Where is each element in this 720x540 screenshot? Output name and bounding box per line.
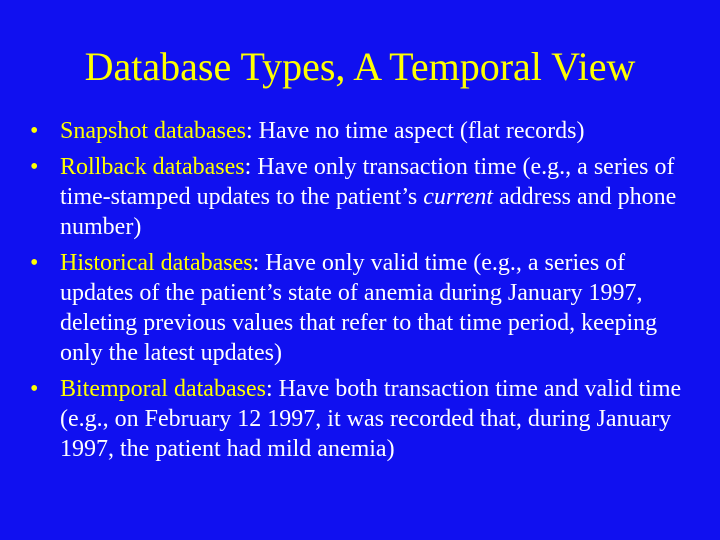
bullet-term: Bitemporal databases <box>60 376 266 402</box>
bullet-description-end: address and phone number) <box>60 184 677 240</box>
bullet-description: : Have only valid time (e.g., a series of updates of the patient’s state of anemia during January 1997, deleting previous values that refer to that time period, keeping only the latest updates) <box>60 250 658 366</box>
bullet-dot-icon: • <box>30 250 39 276</box>
bullet-list <box>30 116 700 470</box>
bullet-bitemporal <box>30 374 700 464</box>
bullet-emphasis: current <box>423 184 494 210</box>
bullet-description: : Have no time aspect (flat records) <box>245 118 585 144</box>
slide-title: Database Types, A Temporal View <box>84 44 636 89</box>
bullet-snapshot <box>30 116 700 146</box>
bullet-historical <box>30 248 700 368</box>
bullet-term: Snapshot databases <box>60 118 246 144</box>
bullet-dot-icon: • <box>30 154 39 180</box>
bullet-term: Historical databases <box>60 250 253 276</box>
bullet-description: : Have only transaction time (e.g., a series of time-stamped updates to the patient’s <box>60 154 675 210</box>
bullet-dot-icon: • <box>30 118 39 144</box>
bullet-term: Rollback databases <box>60 154 245 180</box>
bullet-rollback <box>30 152 700 242</box>
bullet-dot-icon: • <box>30 376 39 402</box>
bullet-description: : Have both transaction time and valid time (e.g., on February 12 1997, it was recorded that, during January 1997, the patient had mild anemia) <box>60 376 682 462</box>
